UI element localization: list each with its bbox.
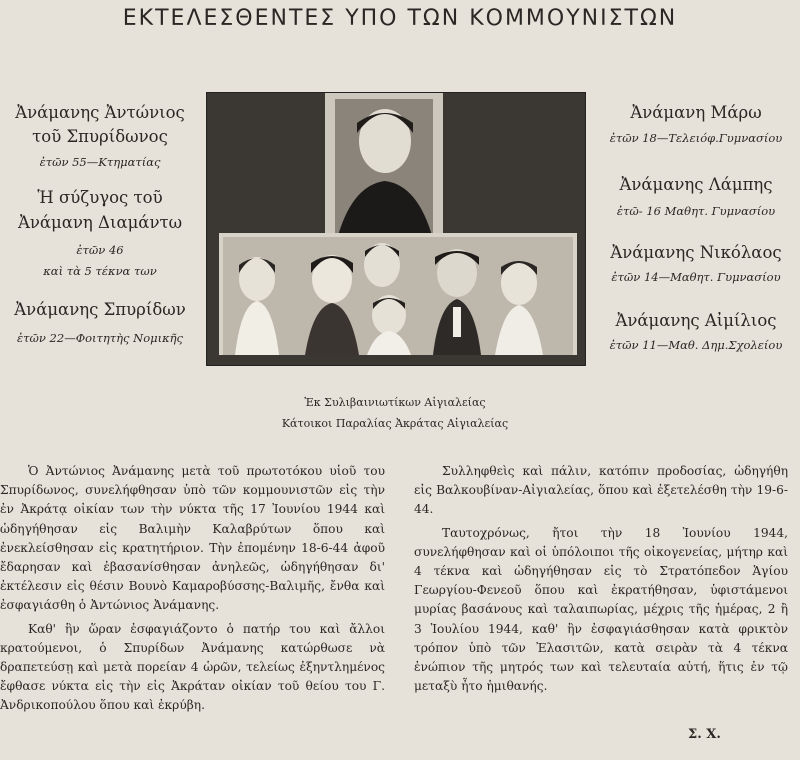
- victim-info-antonios: ἐτῶν 55—Κτηματίας: [39, 155, 161, 169]
- victim-note-children: καὶ τὰ 5 τέκνα των: [43, 264, 157, 278]
- victim-info-aimilios: ἐτῶν 11—Μαθ. Δημ.Σχολείου: [609, 338, 783, 352]
- victim-info-nikolaos: ἐτῶν 14—Μαθητ. Γυμνασίου: [611, 270, 781, 284]
- page-title: ΕΚΤΕΛΕΣΘΕΝΤΕΣ ΥΠΟ ΤΩΝ ΚΟΜΜΟΥΝΙΣΤΩΝ: [122, 6, 678, 31]
- victim-father-antonios: τοῦ Σπυρίδωνος: [32, 127, 168, 146]
- victim-name-lampis: Ἀνάμανης Λάμπης: [619, 175, 773, 194]
- family-photo: [206, 92, 586, 366]
- victim-name-maro: Ἀνάμανη Μάρω: [630, 103, 762, 122]
- victim-name-diamanto: Ἀνάμανη Διαμάντω: [17, 213, 183, 232]
- article-paragraph: Καθ' ἣν ὥραν ἐσφαγιάζοντο ὁ πατήρ του καὶ ἄλλοι κρατούμενοι, ὁ Σπυρίδων Ἀνάμανης κατώρθωσε νὰ δραπετεύσῃ καὶ μετὰ πορείαν 4 ὡρῶν, τελείως ἐξηντλημένος ἔφθασε νύκτα εἰς τὴν εἰς Ἀκράταν οἰκίαν τοῦ θείου του Γ. Ἀνδρικοπούλου ὅπου καὶ ἐκρύβη.: [0, 621, 385, 713]
- article-paragraph: Ὁ Ἀντώνιος Ἀνάμανης μετὰ τοῦ πρωτοτόκου υἱοῦ του Σπυρίδωνος, συνελήφθησαν ὑπὸ τῶν κομμουνιστῶν εἰς τὴν ἐν Ἀκράτᾳ οἰκίαν των τὴν νύκτα τῆς 17 Ἰουνίου 1944 καὶ ὡδηγήθησαν εἰς Βαλιμὴν Καλαβρύτων ὅπου καὶ ἐνεκλείσθησαν εἰς κρατητήριον. Τὴν ἐπομένην 18-6-44 ἀφοῦ ἔδαρησαν καὶ ἐβασανίσθησαν ἀνηλεῶς, ὡδηγήθησαν δι' ἐκτέλεσιν εἰς θέσιν Βουνὸ Καμαροβύσσης-Βαλιμῆς, ἔνθα καὶ ἐσφαγιάσθη ὁ Ἀντώνιος Ἀνάμανης.: [0, 464, 385, 613]
- author-signature: Σ. Χ.: [688, 727, 721, 742]
- victim-age-diamanto: ἐτῶν 46: [76, 243, 124, 257]
- victim-prefix-diamanto: Ἡ σύζυγος τοῦ: [37, 188, 163, 207]
- victim-info-spyridon: ἐτῶν 22—Φοιτητὴς Νομικῆς: [17, 331, 183, 345]
- victim-name-antonios: Ἀνάμανης Ἀντώνιος: [15, 103, 185, 122]
- victim-name-nikolaos: Ἀνάμανης Νικόλαος: [610, 243, 782, 262]
- photo-caption-line2: Κάτοικοι Παραλίας Ἀκράτας Αἰγιαλείας: [281, 417, 509, 430]
- article-column-right: [414, 462, 788, 696]
- victim-name-spyridon: Ἀνάμανης Σπυρίδων: [14, 300, 186, 319]
- victim-name-aimilios: Ἀνάμανης Αἰμίλιος: [615, 311, 777, 330]
- victim-info-lampis: ἐτῶ- 16 Μαθητ. Γυμνασίου: [616, 204, 776, 218]
- article-paragraph: Ταυτοχρόνως, ἤτοι τὴν 18 Ἰουνίου 1944, συνελήφθησαν καὶ οἱ ὑπόλοιποι τῆς οἰκογενείας, μήτηρ καὶ 4 τέκνα καὶ ὡδηγήθησαν εἰς τὸ Στρατόπεδον Ἁγίου Γεωργίου-Φενεοῦ ὅπου καὶ ἐκρατήθησαν, ὑφιστάμενοι μυρίας βασάνους καὶ ταλαιπωρίας, μέχρις τῆς ἡμέρας, 2 ἢ 3 Ἰουλίου 1944, καθ' ἣν ἐσφαγιάσθησαν κατὰ φρικτὸν τρόπον ὑπὸ τῶν Ἐλασιτῶν, κατὰ σειρὰν τὰ 4 τέκνα ἐνώπιον τῆς μητρός των καὶ τελευταία αὐτή, ἥτις ἐν τῷ μεταξὺ ἦτο ἡμιθανής.: [414, 525, 788, 694]
- photo-caption-line1: Ἐκ Συλιβαινιωτίκων Αἰγιαλείας: [304, 396, 486, 409]
- article-column-left: [0, 462, 385, 716]
- victim-info-maro: ἐτῶν 18—Τελειόφ.Γυμνασίου: [609, 131, 783, 145]
- article-paragraph: Συλληφθεὶς καὶ πάλιν, κατόπιν προδοσίας, ὡδηγήθη εἰς Βαλκουβίναν-Αἰγιαλείας, ὅπου καὶ ἐξετελέσθη τὴν 19-6-44.: [414, 464, 788, 517]
